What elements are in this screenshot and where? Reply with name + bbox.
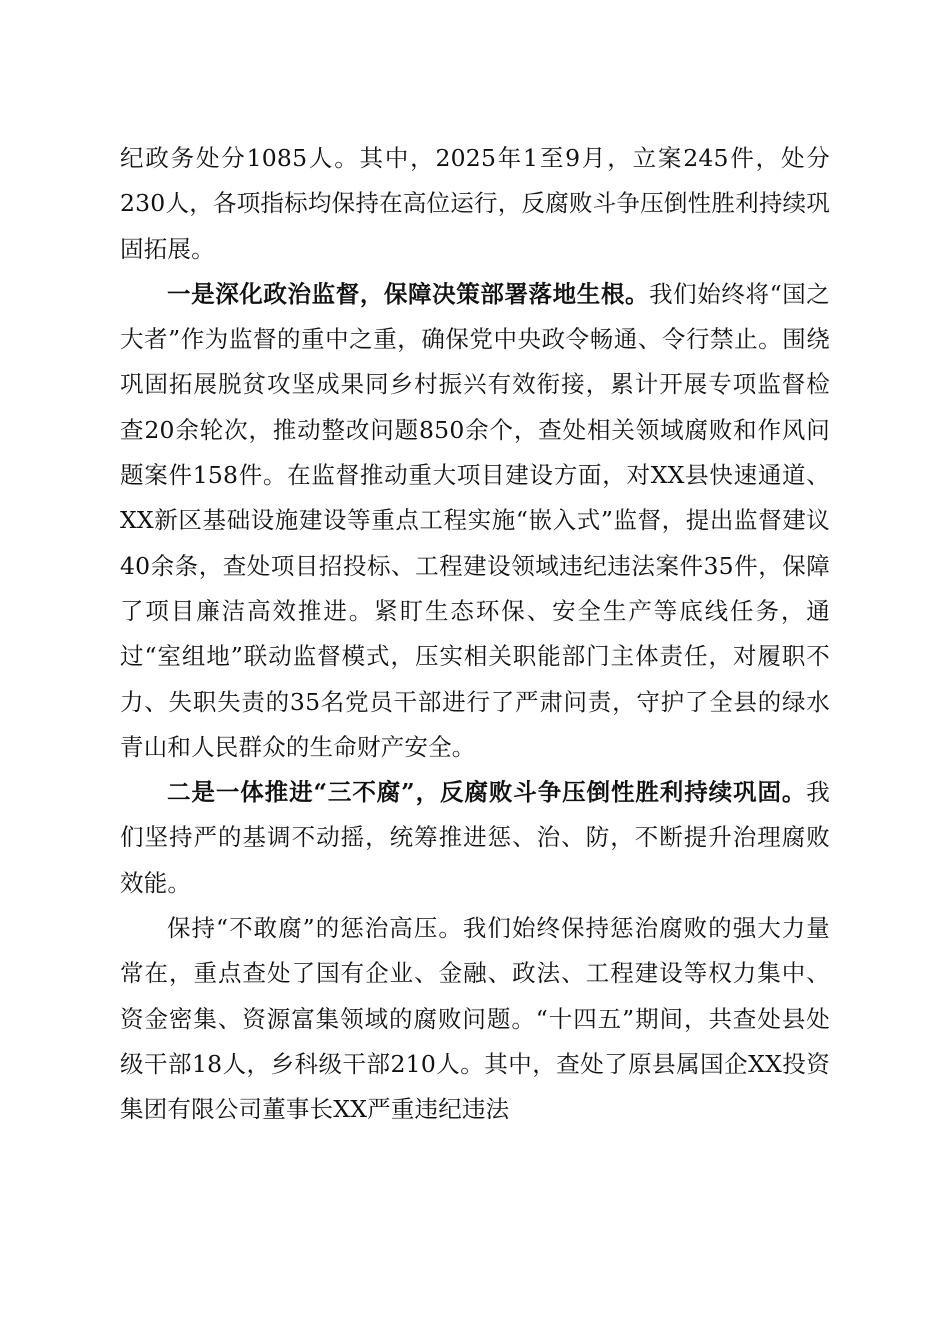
paragraph-2-lead: 一是深化政治监督，保障决策部署落地生根。 bbox=[167, 279, 650, 308]
paragraph-3-text: 我们坚持严的基调不动摇，统筹推进惩、治、防，不断提升治理腐败效能。 bbox=[120, 778, 830, 897]
paragraph-3-lead: 二是一体推进“三不腐”，反腐败斗争压倒性胜利持续巩固。 bbox=[167, 778, 807, 807]
paragraph-1-text: 纪政务处分1085人。其中，2025年1至9月，立案245件，处分230人，各项指标均保持在高位运行，反腐败斗争压倒性胜利持续巩固拓展。 bbox=[120, 144, 830, 263]
paragraph-3 bbox=[120, 770, 830, 906]
paragraph-1 bbox=[120, 136, 830, 272]
document-body bbox=[120, 136, 830, 1133]
paragraph-2-text: 我们始终将“国之大者”作为监督的重中之重，确保党中央政令畅通、令行禁止。围绕巩固拓展脱贫攻坚成果同乡村振兴有效衔接，累计开展专项监督检查20余轮次，推动整改问题850余个，查处相关领域腐败和作风问题案件158件。在监督推动重大项目建设方面，对XX县快速通道、XX新区基础设施建设等重点工程实施“嵌入式”监督，提出监督建议40余条，查处项目招投标、工程建设领域违纪违法案件35件，保障了项目廉洁高效推进。紧盯生态环保、安全生产等底线任务，通过“室组地”联动监督模式，压实相关职能部门主体责任，对履职不力、失职失责的35名党员干部进行了严肃问责，守护了全县的绿水青山和人民群众的生命财产安全。 bbox=[120, 279, 830, 761]
paragraph-4 bbox=[120, 906, 830, 1132]
paragraph-4-text: 保持“不敢腐”的惩治高压。我们始终保持惩治腐败的强大力量常在，重点查处了国有企业、金融、政法、工程建设等权力集中、资金密集、资源富集领域的腐败问题。“十四五”期间，共查处县处级干部18人，乡科级干部210人。其中，查处了原县属国企XX投资集团有限公司董事长XX严重违纪违法 bbox=[120, 914, 830, 1124]
paragraph-2 bbox=[120, 272, 830, 770]
